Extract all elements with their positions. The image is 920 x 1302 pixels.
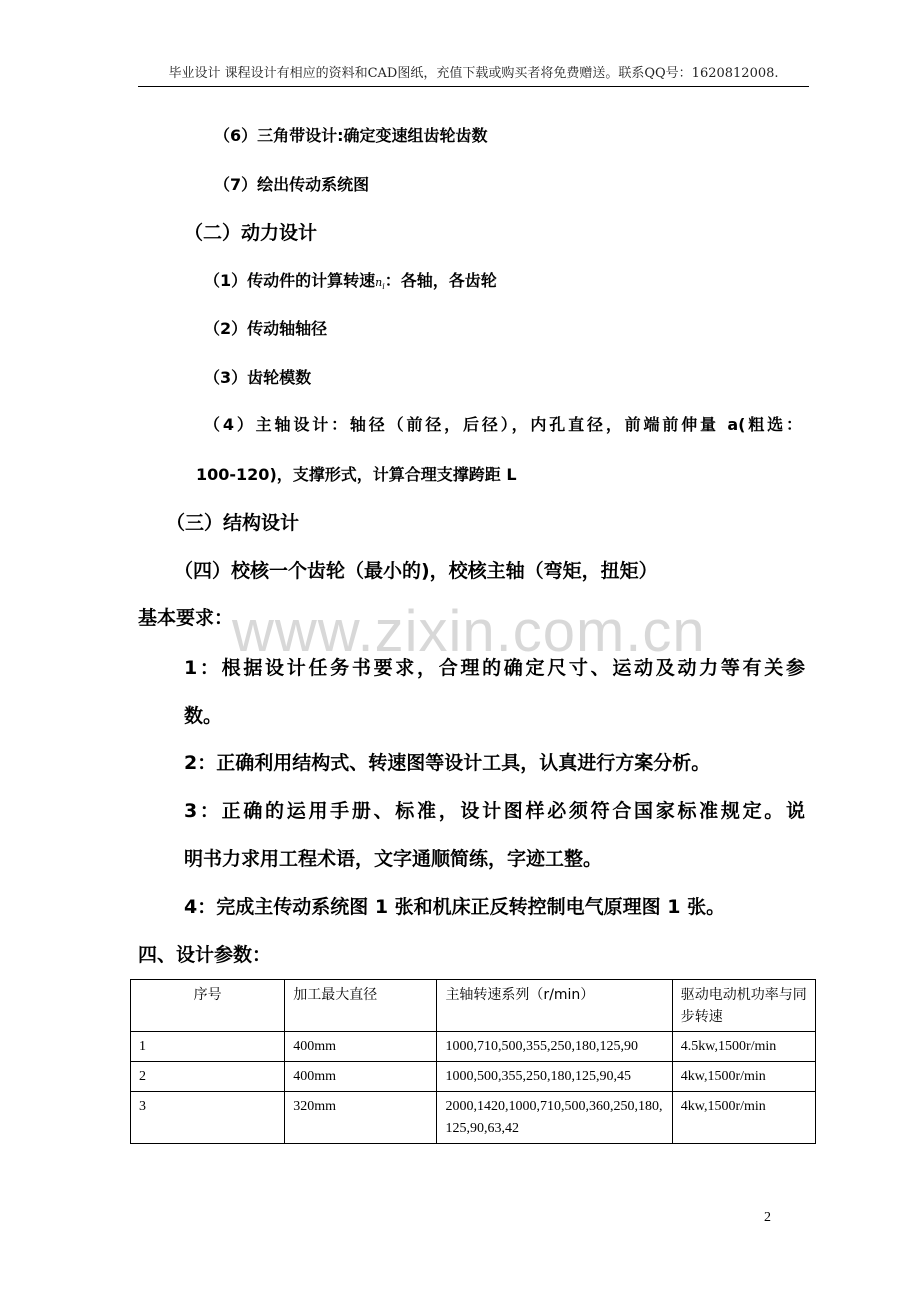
section-design-parameters: 四、设计参数： (138, 944, 272, 966)
item-3-gear-module: （3）齿轮模数 (204, 368, 312, 387)
header-cell-max-diameter: 加工最大直径 (285, 980, 437, 1032)
cell-motor-power: 4kw,1500r/min (672, 1062, 815, 1092)
item-1-calc-speed (204, 268, 497, 291)
requirement-4: 4：完成主传动系统图 1 张和机床正反转控制电气原理图 1 张。 (184, 896, 726, 918)
cell-motor-power: 4kw,1500r/min (672, 1092, 815, 1144)
cell-max-diameter: 400mm (285, 1032, 437, 1062)
cell-index: 1 (131, 1032, 285, 1062)
item-4-spindle-design-cont: 100-120)，支撑形式，计算合理支撑跨距 L (196, 465, 517, 484)
item-1-text-a: （1）传动件的计算转速 (204, 271, 376, 290)
item-6-belt-design: （6）三角带设计:确定变速组齿轮齿数 (214, 126, 488, 145)
section-power-design: （二）动力设计 (184, 222, 318, 244)
page-number: 2 (764, 1210, 771, 1225)
table-header-row (131, 980, 816, 1032)
page-header: 毕业设计 课程设计有相应的资料和CAD图纸，充值下载或购买者将免费赠送。联系QQ号：1620812008. (138, 64, 809, 87)
header-cell-motor-power: 驱动电动机功率与同步转速 (672, 980, 815, 1032)
section-check: （四）校核一个齿轮（最小的)，校核主轴（弯矩，扭矩） (174, 560, 658, 582)
cell-index: 3 (131, 1092, 285, 1144)
watermark: www.zixin.com.cn (232, 599, 706, 664)
table-row (131, 1092, 816, 1144)
basic-requirements-title: 基本要求： (138, 607, 234, 629)
cell-max-diameter: 320mm (285, 1092, 437, 1144)
requirement-1-cont: 数。 (184, 705, 223, 727)
cell-motor-power: 4.5kw,1500r/min (672, 1032, 815, 1062)
header-cell-spindle-speeds: 主轴转速系列（r/min） (437, 980, 672, 1032)
item-4-spindle-design: （4）主轴设计：轴径（前径，后径），内孔直径，前端前伸量 a(粗选： (204, 415, 802, 434)
header-cell-index: 序号 (131, 980, 285, 1032)
table-row (131, 1032, 816, 1062)
section-structure-design: （三）结构设计 (166, 512, 300, 534)
ni-subscript: i (382, 282, 385, 292)
design-parameters-table (130, 979, 816, 1144)
cell-spindle-speeds: 2000,1420,1000,710,500,360,250,180,125,90,63,42 (437, 1092, 672, 1144)
item-2-shaft-diameter: （2）传动轴轴径 (204, 319, 328, 338)
requirement-2: 2：正确利用结构式、转速图等设计工具，认真进行方案分析。 (184, 752, 711, 774)
table-row (131, 1062, 816, 1092)
item-1-text-b: ：各轴，各齿轮 (384, 271, 497, 290)
cell-max-diameter: 400mm (285, 1062, 437, 1092)
requirement-1: 1：根据设计任务书要求，合理的确定尺寸、运动及动力等有关参 (184, 657, 805, 679)
requirement-3: 3：正确的运用手册、标准，设计图样必须符合国家标准规定。说 (184, 800, 805, 822)
cell-index: 2 (131, 1062, 285, 1092)
requirement-3-cont: 明书力求用工程术语，文字通顺简练，字迹工整。 (184, 848, 603, 870)
ni-n: n (375, 276, 383, 289)
cell-spindle-speeds: 1000,500,355,250,180,125,90,45 (437, 1062, 672, 1092)
item-7-transmission-diagram: （7）绘出传动系统图 (214, 175, 370, 194)
cell-spindle-speeds: 1000,710,500,355,250,180,125,90 (437, 1032, 672, 1062)
ni-symbol (375, 276, 385, 292)
